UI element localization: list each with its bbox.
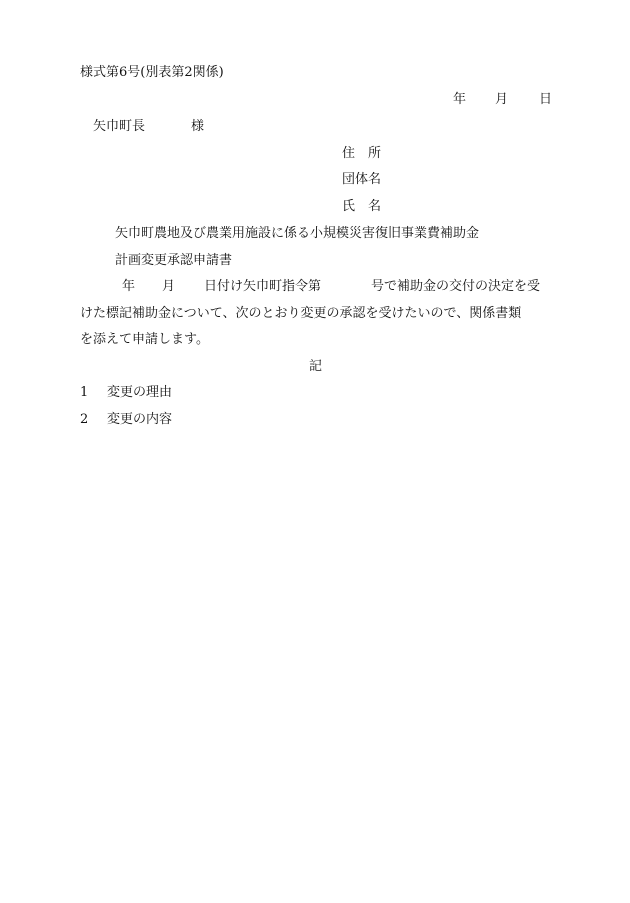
form-number: 様式第6号(別表第2関係) xyxy=(80,65,224,80)
list-item-label: 変更の理由 xyxy=(107,385,173,400)
document-title-line2: 計画変更承認申請書 xyxy=(115,253,233,268)
list-item xyxy=(80,385,280,401)
body-number-suffix: 号で補助金の交付の決定を受 xyxy=(371,279,541,294)
addressee-name: 矢巾町長 xyxy=(93,119,146,134)
addressee-honorific: 様 xyxy=(191,119,205,134)
applicant-name-label: 氏 名 xyxy=(342,199,382,214)
date-month-label: 月 xyxy=(495,92,509,107)
addressee xyxy=(93,119,205,135)
list-item-number: 2 xyxy=(80,412,89,427)
document-title-line1: 矢巾町農地及び農業用施設に係る小規模災害復旧事業費補助金 xyxy=(115,226,480,241)
body-line2: けた標記補助金について、次のとおり変更の承認を受けたいので、関係書類 xyxy=(80,306,522,321)
list-item-label: 変更の内容 xyxy=(107,412,173,427)
body-line3: を添えて申請します。 xyxy=(80,332,209,347)
date-year-label: 年 xyxy=(453,92,467,107)
body-year-label: 年 xyxy=(122,279,136,294)
body-dated-order: 日付け矢巾町指令第 xyxy=(204,279,322,294)
ki-heading: 記 xyxy=(309,359,323,374)
applicant-address-label: 住 所 xyxy=(342,146,382,161)
body-month-label: 月 xyxy=(162,279,176,294)
applicant-group-label: 団体名 xyxy=(342,172,382,187)
date-day-label: 日 xyxy=(539,92,553,107)
list-item xyxy=(80,412,280,428)
list-item-number: 1 xyxy=(80,385,89,400)
